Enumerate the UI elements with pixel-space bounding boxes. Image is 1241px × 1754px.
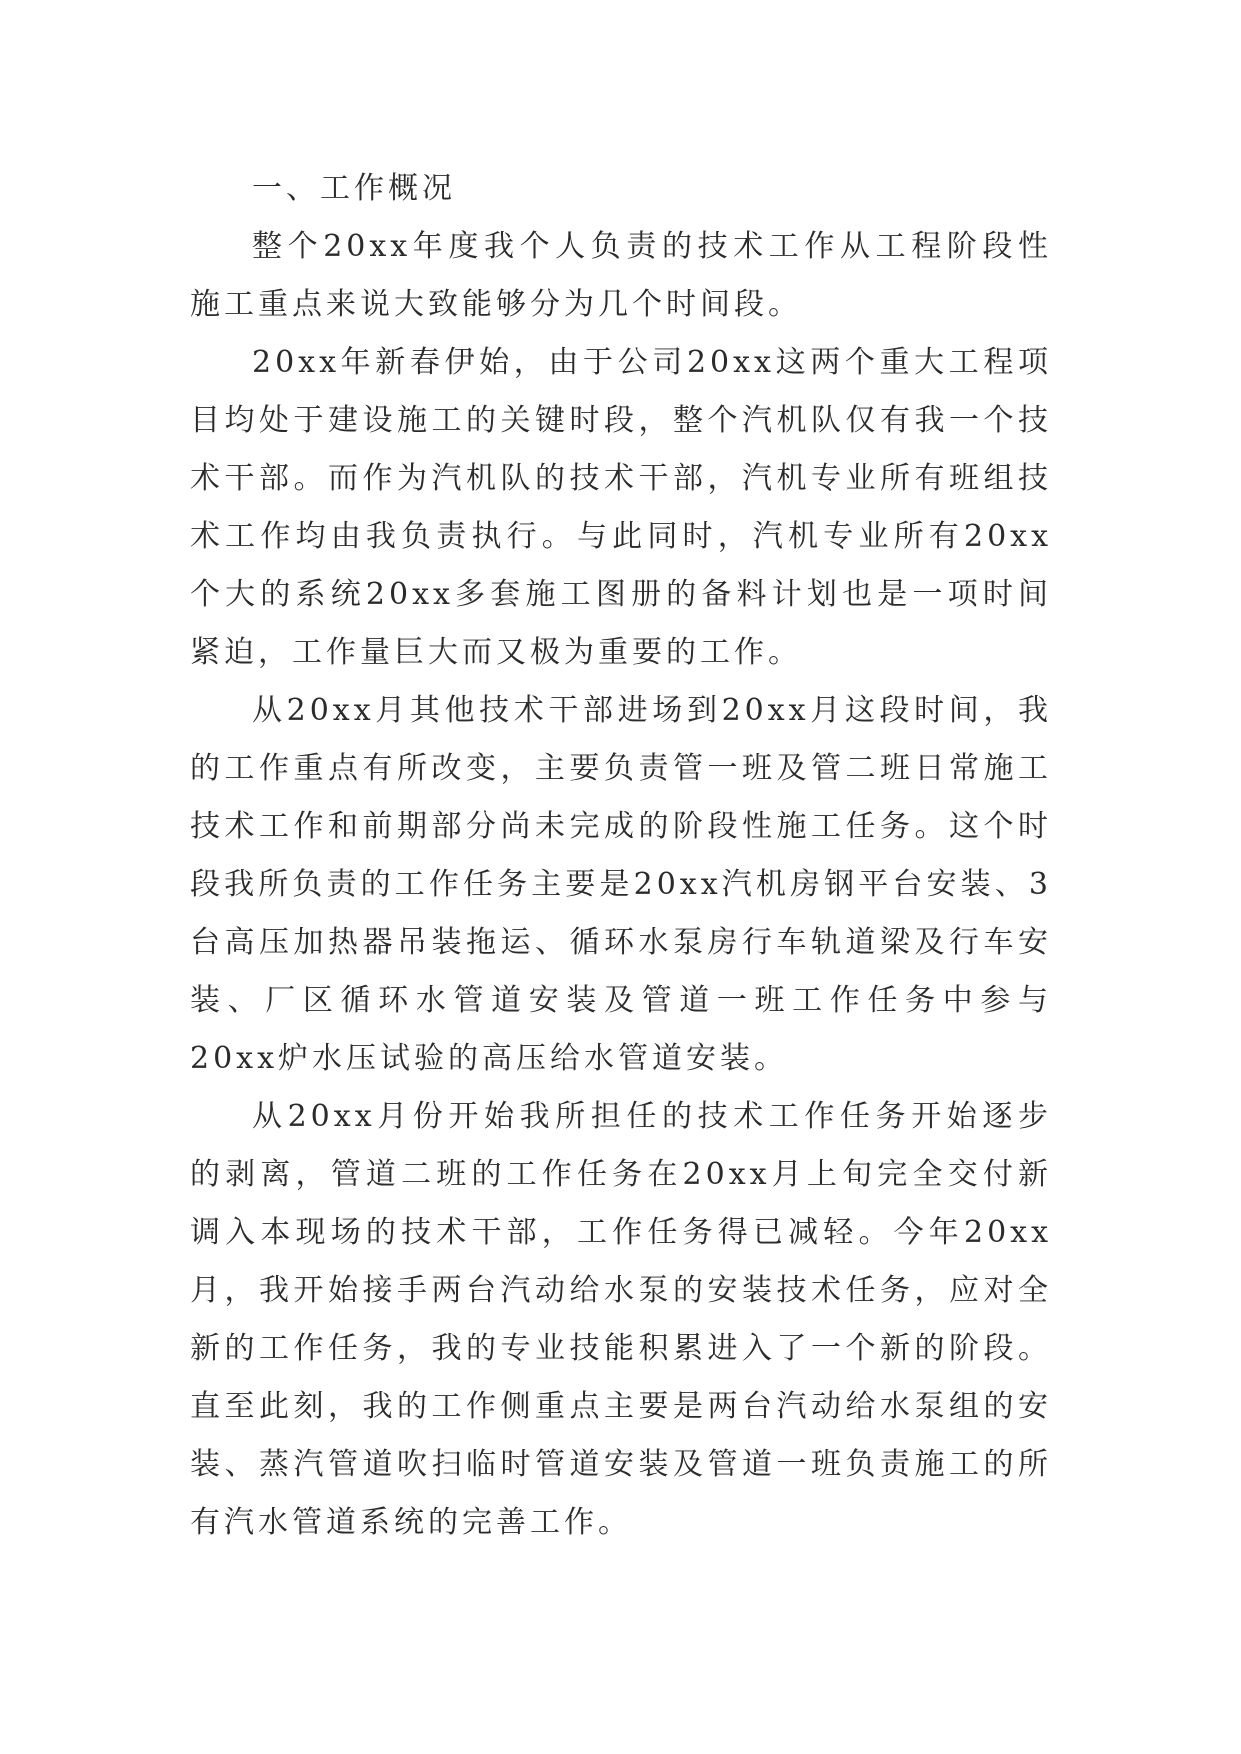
paragraph-3: 从20xx月其他技术干部进场到20xx月这段时间，我的工作重点有所改变，主要负责管一班及管二班日常施工技术工作和前期部分尚未完成的阶段性施工任务。这个时段我所负责的工作任务主要是20xx汽机房钢平台安装、3台高压加热器吊装拖运、循环水泵房行车轨道梁及行车安装、厂区循环水管道安装及管道一班工作任务中参与20xx炉水压试验的高压给水管道安装。: [190, 693, 1052, 1076]
paragraph-1: 整个20xx年度我个人负责的技术工作从工程阶段性施工重点来说大致能够分为几个时间段。: [190, 229, 1052, 322]
document-body: [190, 160, 1052, 1552]
section-heading: 一、工作概况: [252, 171, 456, 206]
paragraph-2: 20xx年新春伊始，由于公司20xx这两个重大工程项目均处于建设施工的关键时段，整个汽机队仅有我一个技术干部。而作为汽机队的技术干部，汽机专业所有班组技术工作均由我负责执行。与此同时，汽机专业所有20xx个大的系统20xx多套施工图册的备料计划也是一项时间紧迫，工作量巨大而又极为重要的工作。: [190, 345, 1052, 670]
paragraph-4: 从20xx月份开始我所担任的技术工作任务开始逐步的剥离，管道二班的工作任务在20xx月上旬完全交付新调入本现场的技术干部，工作任务得已减轻。今年20xx月，我开始接手两台汽动给水泵的安装技术任务，应对全新的工作任务，我的专业技能积累进入了一个新的阶段。直至此刻，我的工作侧重点主要是两台汽动给水泵组的安装、蒸汽管道吹扫临时管道安装及管道一班负责施工的所有汽水管道系统的完善工作。: [190, 1099, 1052, 1540]
